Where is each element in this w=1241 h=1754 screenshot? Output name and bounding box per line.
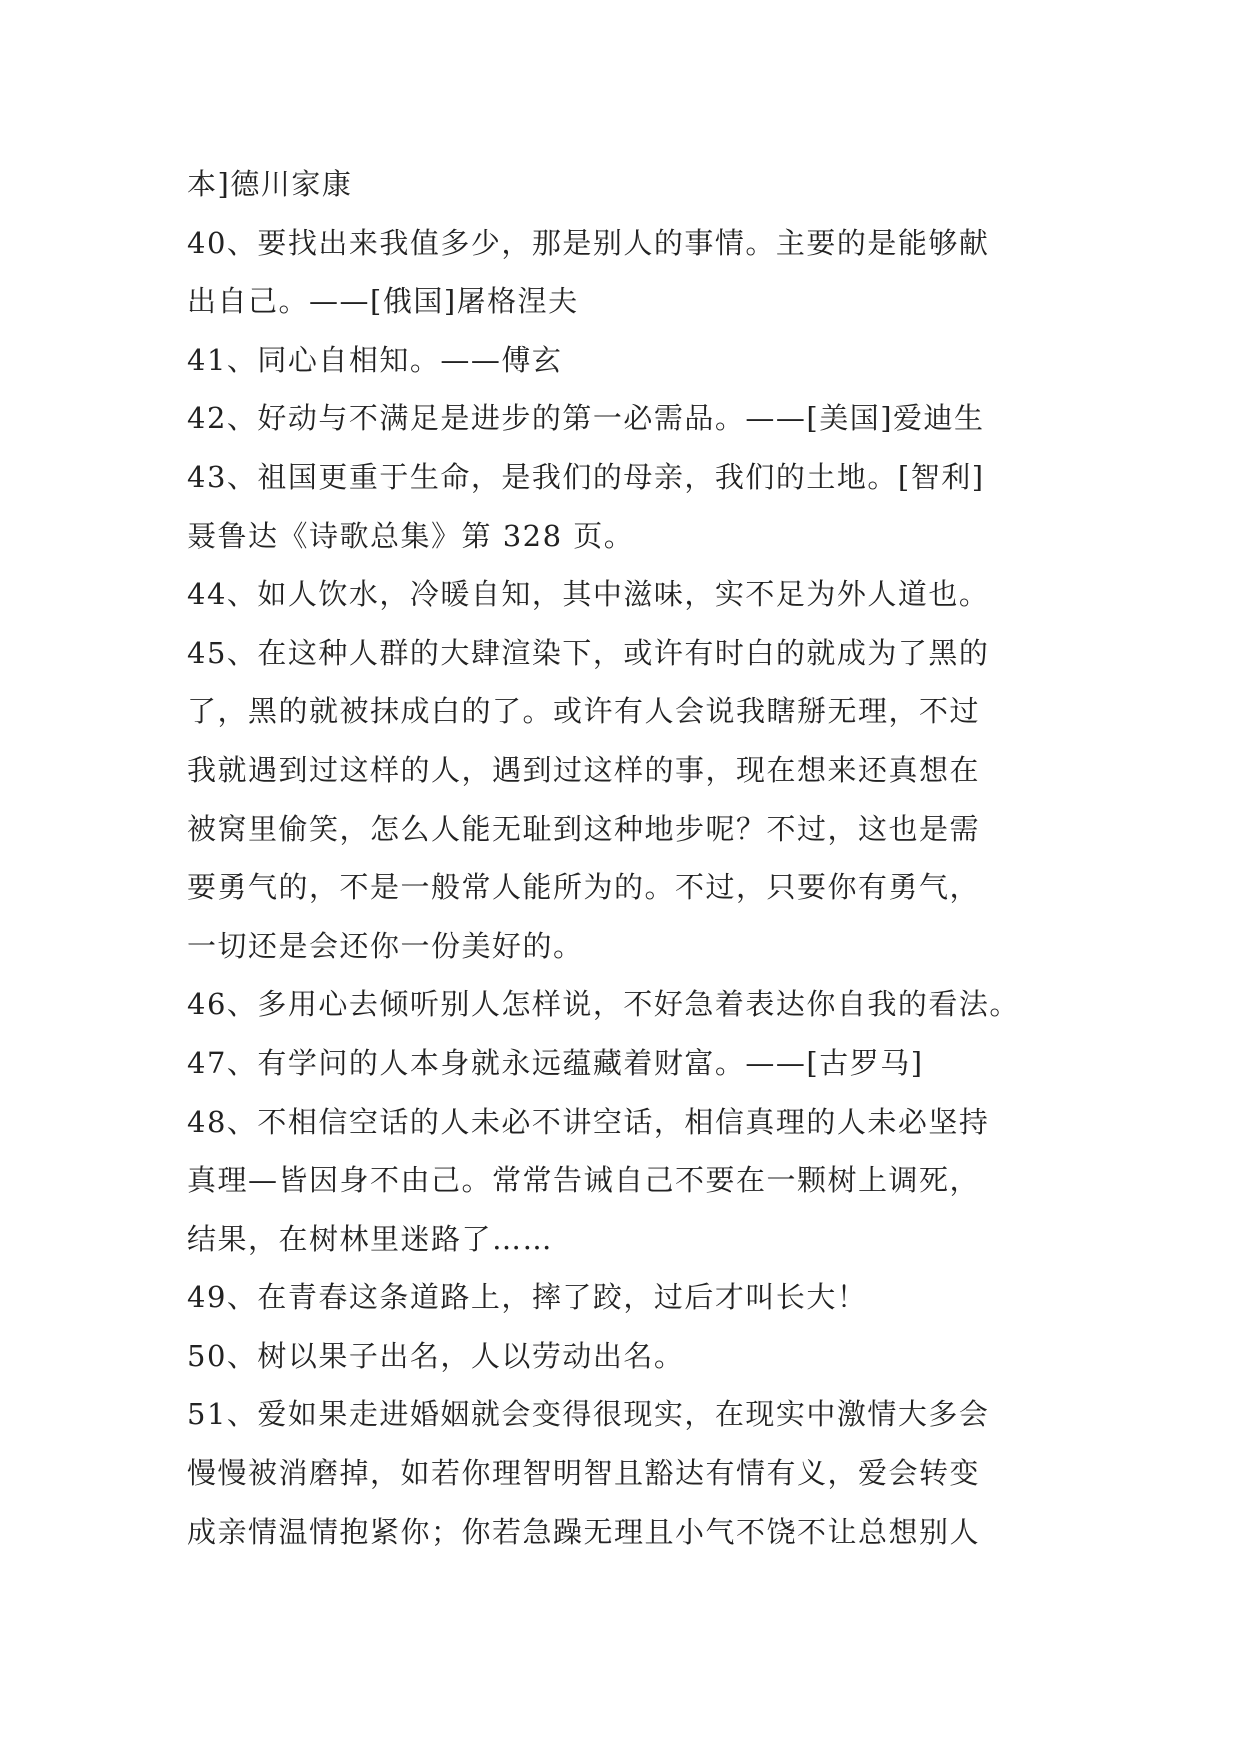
text-line: 了，黑的就被抹成白的了。或许有人会说我瞎掰无理，不过 <box>187 694 981 729</box>
text-line: 真理—皆因身不由己。常常告诫自己不要在一颗树上调死， <box>187 1163 981 1198</box>
text-line: 45、在这种人群的大肆渲染下，或许有时白的就成为了黑的 <box>187 635 990 670</box>
text-line: 聂鲁达《诗歌总集》第 328 页。 <box>187 518 635 553</box>
text-line: 50、树以果子出名，人以劳动出名。 <box>187 1338 685 1373</box>
text-line: 要勇气的，不是一般常人能所为的。不过，只要你有勇气， <box>187 870 981 905</box>
text-line: 47、有学问的人本身就永远蕴藏着财富。——[古罗马] <box>187 1045 924 1080</box>
text-line: 40、要找出来我值多少，那是别人的事情。主要的是能够献 <box>187 225 990 260</box>
text-line: 44、如人饮水，冷暖自知，其中滋味，实不足为外人道也。 <box>187 577 990 612</box>
text-line: 本]德川家康 <box>187 167 353 201</box>
text-line: 出自己。——[俄国]屠格涅夫 <box>187 284 579 319</box>
text-line: 48、不相信空话的人未必不讲空话，相信真理的人未必坚持 <box>187 1104 990 1139</box>
text-line: 42、好动与不满足是进步的第一必需品。——[美国]爱迪生 <box>187 401 985 436</box>
text-line: 慢慢被消磨掉，如若你理智明智且豁达有情有义，爱会转变 <box>187 1456 981 1491</box>
text-line: 结果，在树林里迷路了…… <box>187 1221 554 1256</box>
text-line: 49、在青春这条道路上，摔了跤，过后才叫长大！ <box>187 1280 868 1315</box>
text-line: 43、祖国更重于生命，是我们的母亲，我们的土地。[智利] <box>187 459 985 494</box>
text-line: 41、同心自相知。——傅玄 <box>187 342 563 377</box>
text-line: 我就遇到过这样的人，遇到过这样的事，现在想来还真想在 <box>187 752 981 787</box>
text-line: 51、爱如果走进婚姻就会变得很现实，在现实中激情大多会 <box>187 1397 990 1432</box>
text-line: 成亲情温情抱紧你；你若急躁无理且小气不饶不让总想别人 <box>187 1514 981 1549</box>
text-line: 被窝里偷笑，怎么人能无耻到这种地步呢？不过，这也是需 <box>187 811 981 846</box>
text-line: 46、多用心去倾听别人怎样说，不好急着表达你自我的看法。 <box>187 987 1020 1022</box>
text-line: 一切还是会还你一份美好的。 <box>187 928 584 963</box>
quote-text-block <box>187 155 1077 1561</box>
